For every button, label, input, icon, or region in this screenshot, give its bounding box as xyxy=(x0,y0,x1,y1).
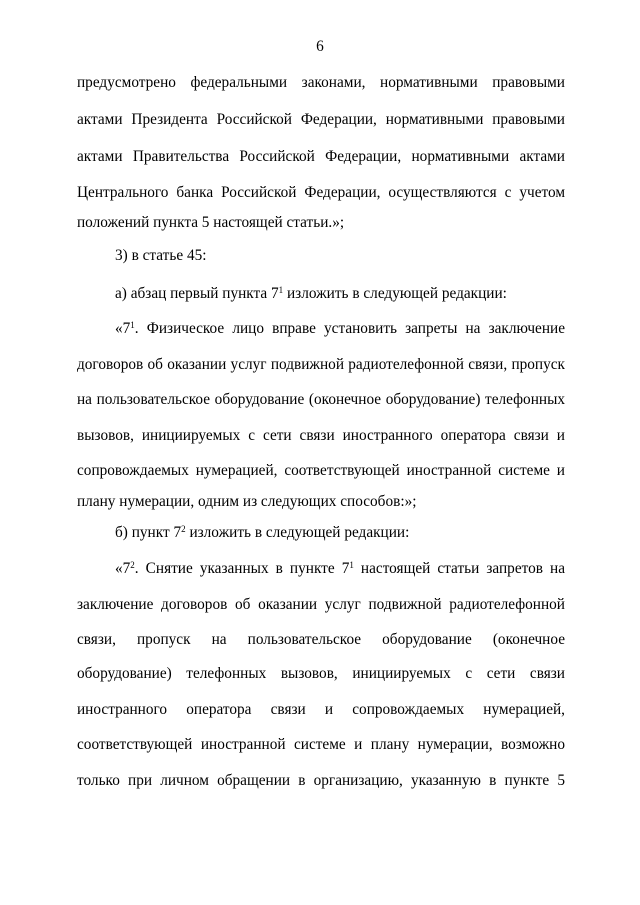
text-line: положений пункта 5 настоящей статьи.»; xyxy=(77,214,345,231)
text-line: заключение договоров об оказании услуг подвижной радиотелефонной xyxy=(77,596,565,613)
text-line: предусмотрено федеральными законами, нормативными правовыми xyxy=(77,74,565,91)
text-segment: а) абзац первый пункта 7 xyxy=(115,285,279,302)
superscript: 1 xyxy=(130,320,135,330)
text-line: соответствующей иностранной системе и плану нумерации, возможно xyxy=(77,736,565,753)
list-item-3: 3) в статье 45: xyxy=(115,247,207,264)
text-line: актами Правительства Российской Федерации, нормативными актами xyxy=(77,148,565,165)
text-segment: . Снятие указанных в пункте 7 xyxy=(134,560,350,577)
superscript: 2 xyxy=(130,560,135,570)
text-segment: «7 xyxy=(115,560,131,577)
text-segment: б) пункт 7 xyxy=(115,524,182,541)
text-line: Центрального банка Российской Федерации, осуществляются с учетом xyxy=(77,184,565,201)
text-line xyxy=(115,318,565,340)
page-number: 6 xyxy=(316,38,324,55)
text-line: на пользовательское оборудование (оконечное оборудование) телефонных xyxy=(77,391,565,408)
subitem-a xyxy=(115,283,565,305)
text-segment: . Физическое лицо вправе установить запреты на заключение xyxy=(134,320,565,337)
text-segment: изложить в следующей редакции: xyxy=(283,285,507,302)
text-line: оборудование) телефонных вызовов, инициируемых с сети связи xyxy=(77,665,565,682)
text-segment: настоящей статьи запретов на xyxy=(353,560,565,577)
text-line: актами Президента Российской Федерации, нормативными правовыми xyxy=(77,111,565,128)
text-segment: «7 xyxy=(115,320,131,337)
text-line: иностранного оператора связи и сопровождаемых нумерацией, xyxy=(77,701,565,718)
text-line: плану нумерации, одним из следующих способов:»; xyxy=(77,493,417,510)
text-line: вызовов, инициируемых с сети связи иностранного оператора связи и xyxy=(77,427,565,444)
text-line: договоров об оказании услуг подвижной радиотелефонной связи, пропуск xyxy=(77,356,565,373)
text-line: только при личном обращении в организацию, указанную в пункте 5 xyxy=(77,772,565,789)
text-line: сопровождаемых нумерацией, соответствующей иностранной системе и xyxy=(77,462,565,479)
text-segment: изложить в следующей редакции: xyxy=(185,524,410,541)
subitem-b xyxy=(115,522,565,544)
superscript: 2 xyxy=(181,524,186,534)
text-line: связи, пропуск на пользовательское оборудование (оконечное xyxy=(77,631,565,648)
text-line xyxy=(115,558,565,580)
superscript: 1 xyxy=(349,560,354,570)
superscript: 1 xyxy=(278,285,284,295)
